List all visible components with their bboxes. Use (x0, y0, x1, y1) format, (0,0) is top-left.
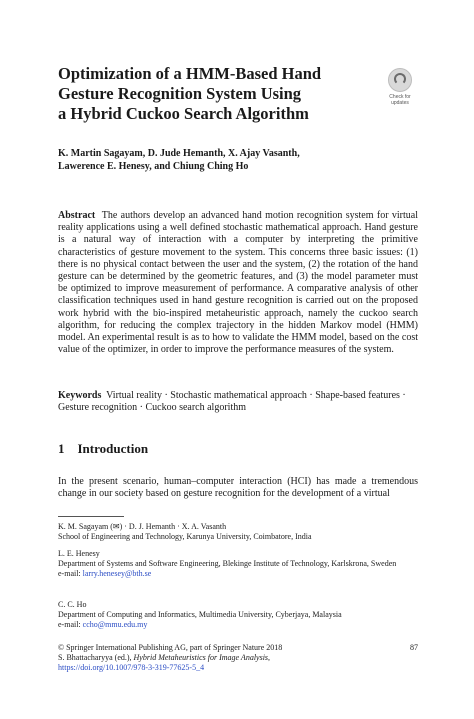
citation-line: S. Bhattacharyya (ed.), Hybrid Metaheuristics for Image Analysis, (58, 653, 271, 662)
check-for-updates-badge[interactable] (386, 68, 414, 106)
keywords (58, 390, 418, 414)
intro-paragraph: In the present scenario, human–computer interaction (HCI) has made a tremendous change in our society based on gesture recognition for the development of a virtual (58, 476, 418, 500)
badge-text: Check for updates (389, 94, 411, 106)
authors-line-2: Lawerence E. Henesy, and Chiung Ching Ho (58, 161, 249, 172)
keywords-label: Keywords (58, 390, 102, 401)
check-for-updates-icon (388, 68, 412, 92)
abstract-label: Abstract (58, 210, 96, 221)
page-footer (58, 643, 418, 673)
footnote-divider (58, 516, 124, 517)
title-line-1: Optimization of a HMM-Based Hand (58, 64, 322, 83)
author-list (58, 147, 300, 173)
title-line-3: a Hybrid Cuckoo Search Algorithm (58, 104, 309, 123)
abstract (58, 210, 418, 356)
section-title: Introduction (77, 441, 149, 456)
keywords-text: Virtual reality · Stochastic mathematical approach · Shape-based features · Gesture recognition · Cuckoo search algorithm (58, 390, 406, 414)
copyright-line: © Springer International Publishing AG, part of Springer Nature 2018 (58, 643, 283, 652)
doi-link[interactable]: https://doi.org/10.1007/978-3-319-77625-5_4 (58, 663, 205, 672)
page-number: 87 (410, 643, 418, 652)
email-link-henesey[interactable]: larry.henesey@bth.se (82, 569, 152, 578)
footnote-affiliation-3: C. C. Ho Department of Computing and Informatics, Multimedia University, Cyberjaya, Malaysia e-mail: ccho@mmu.edu.my (58, 600, 342, 629)
section-heading (58, 441, 148, 457)
abstract-text: The authors develop an advanced hand motion recognition system for virtual reality applications using a well defined stochastic mathematical approach. Hand gesture is a natural way of interaction with a computer by interpreting the primitive characteristics of gesture movement to the system. This concerns three basic issues: (1) there is no physical contact between the user and the system, (2) the rotation of the hand gesture can be determined by the geometric features, and (3) the model parameter must be optimized to improve measurement of performance. A comparative analysis of other classification techniques used in hand gesture recognition is carried out on the proposed work hybrid with the bio-inspired metaheuristic approach, namely the cuckoo search algorithm, for reducing the complex trajectory in the hidden Markov model (HMM) model. An experimental result is as to how to validate the HMM model, based on the cost value of the optimizer, in order to improve the performance measures of the system. (58, 210, 418, 356)
footnote-affiliation-1: K. M. Sagayam (✉) · D. J. Hemanth · X. A. Vasanth School of Engineering and Technology, Karunya University, Coimbatore, India (58, 522, 312, 541)
authors-line-1: K. Martin Sagayam, D. Jude Hemanth, X. Ajay Vasanth, (58, 148, 300, 159)
section-number: 1 (58, 441, 65, 456)
title-line-2: Gesture Recognition System Using (58, 84, 302, 103)
footnote-affiliation-2: L. E. Henesy Department of Systems and Software Engineering, Blekinge Institute of Technology, Karlskrona, Sweden e-mail: larry.henesey@bth.se (58, 549, 397, 578)
email-link-ho[interactable]: ccho@mmu.edu.my (82, 620, 148, 629)
paper-title (58, 64, 378, 124)
